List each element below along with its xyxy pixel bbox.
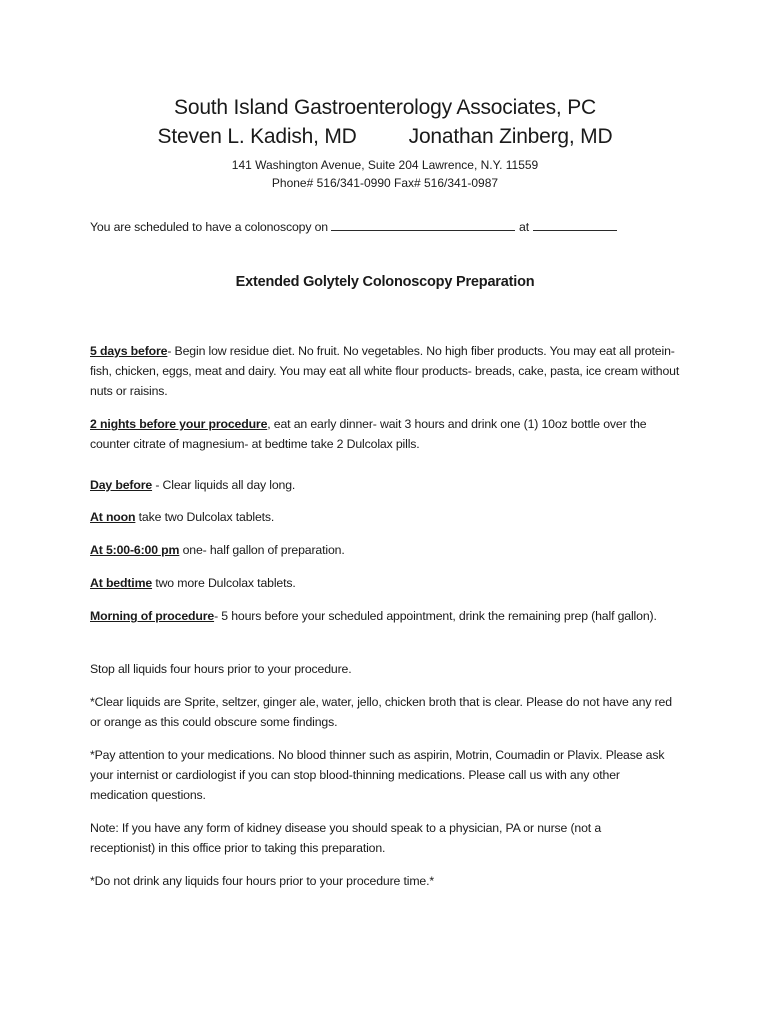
note-text: Note: If you have any form of kidney disease you should speak to a physician, PA or nurse (not a receptionist) in this office prior to taking this preparation. bbox=[90, 821, 602, 855]
instruction-text: - 5 hours before your scheduled appointment, drink the remaining prep (half gallon). bbox=[214, 609, 657, 623]
schedule-line bbox=[90, 218, 617, 236]
note-text: *Pay attention to your medications. No blood thinner such as aspirin, Motrin, Coumadin or Plavix. Please ask your internist or cardiologist if you can stop blood-thinning medications. Please call us with any other medication questions. bbox=[90, 748, 665, 802]
instruction-lead: At noon bbox=[90, 510, 136, 524]
instruction-text: - Clear liquids all day long. bbox=[152, 478, 296, 492]
instruction-text: one- half gallon of preparation. bbox=[179, 543, 345, 557]
note-text: *Do not drink any liquids four hours prior to your procedure time.* bbox=[90, 874, 435, 888]
doctor-names bbox=[0, 122, 770, 152]
instruction-lead: Day before bbox=[90, 478, 153, 492]
instruction-at-noon bbox=[90, 507, 682, 527]
instruction-text: take two Dulcolax tablets. bbox=[135, 510, 275, 524]
note-text: Stop all liquids four hours prior to your procedure. bbox=[90, 662, 352, 676]
note-text: *Clear liquids are Sprite, seltzer, ginger ale, water, jello, chicken broth that is clear. Please do not have any red or orange as this could obscure some findings. bbox=[90, 695, 672, 729]
practice-address: 141 Washington Avenue, Suite 204 Lawrence, N.Y. 11559 bbox=[231, 158, 539, 172]
instruction-lead: Morning of procedure bbox=[90, 609, 215, 623]
instruction-lead: At bedtime bbox=[90, 576, 153, 590]
schedule-at: at bbox=[519, 220, 529, 234]
letterhead bbox=[0, 94, 770, 192]
instruction-day-before bbox=[90, 475, 682, 495]
instruction-text: , eat an early dinner- wait 3 hours and drink one (1) 10oz bottle over the counter citrate of magnesium- at bedtime take 2 Dulcolax pills. bbox=[90, 417, 647, 451]
instruction-5-to-6-pm bbox=[90, 540, 682, 560]
instruction-5-days-before bbox=[90, 341, 682, 401]
note-kidney-disease bbox=[90, 818, 650, 858]
appointment-date-blank[interactable] bbox=[331, 218, 515, 231]
note-stop-liquids bbox=[90, 659, 682, 679]
instruction-morning-of-procedure bbox=[90, 606, 660, 626]
instruction-at-bedtime bbox=[90, 573, 682, 593]
practice-name: South Island Gastroenterology Associates, PC bbox=[174, 96, 596, 119]
instruction-text: two more Dulcolax tablets. bbox=[152, 576, 296, 590]
appointment-time-blank[interactable] bbox=[533, 218, 617, 231]
document-title: Extended Golytely Colonoscopy Preparation bbox=[235, 274, 535, 290]
note-medications bbox=[90, 745, 675, 805]
practice-phone-fax: Phone# 516/341-0990 Fax# 516/341-0987 bbox=[271, 176, 499, 190]
instruction-lead: 2 nights before your procedure bbox=[90, 417, 268, 431]
doctor-name-1: Steven L. Kadish, MD bbox=[157, 125, 357, 148]
note-clear-liquids bbox=[90, 692, 675, 732]
schedule-prefix: You are scheduled to have a colonoscopy on bbox=[90, 220, 328, 234]
instruction-2-nights-before bbox=[90, 414, 682, 454]
note-no-liquids-before bbox=[90, 871, 682, 891]
instruction-lead: At 5:00-6:00 pm bbox=[90, 543, 180, 557]
instruction-text: - Begin low residue diet. No fruit. No vegetables. No high fiber products. You may eat all protein- fish, chicken, eggs, meat and dairy. You may eat all white flour products- breads, cake, pasta, ice cream without nuts or raisins. bbox=[90, 344, 680, 398]
instruction-lead: 5 days before bbox=[90, 344, 168, 358]
doctor-name-2: Jonathan Zinberg, MD bbox=[408, 125, 613, 148]
